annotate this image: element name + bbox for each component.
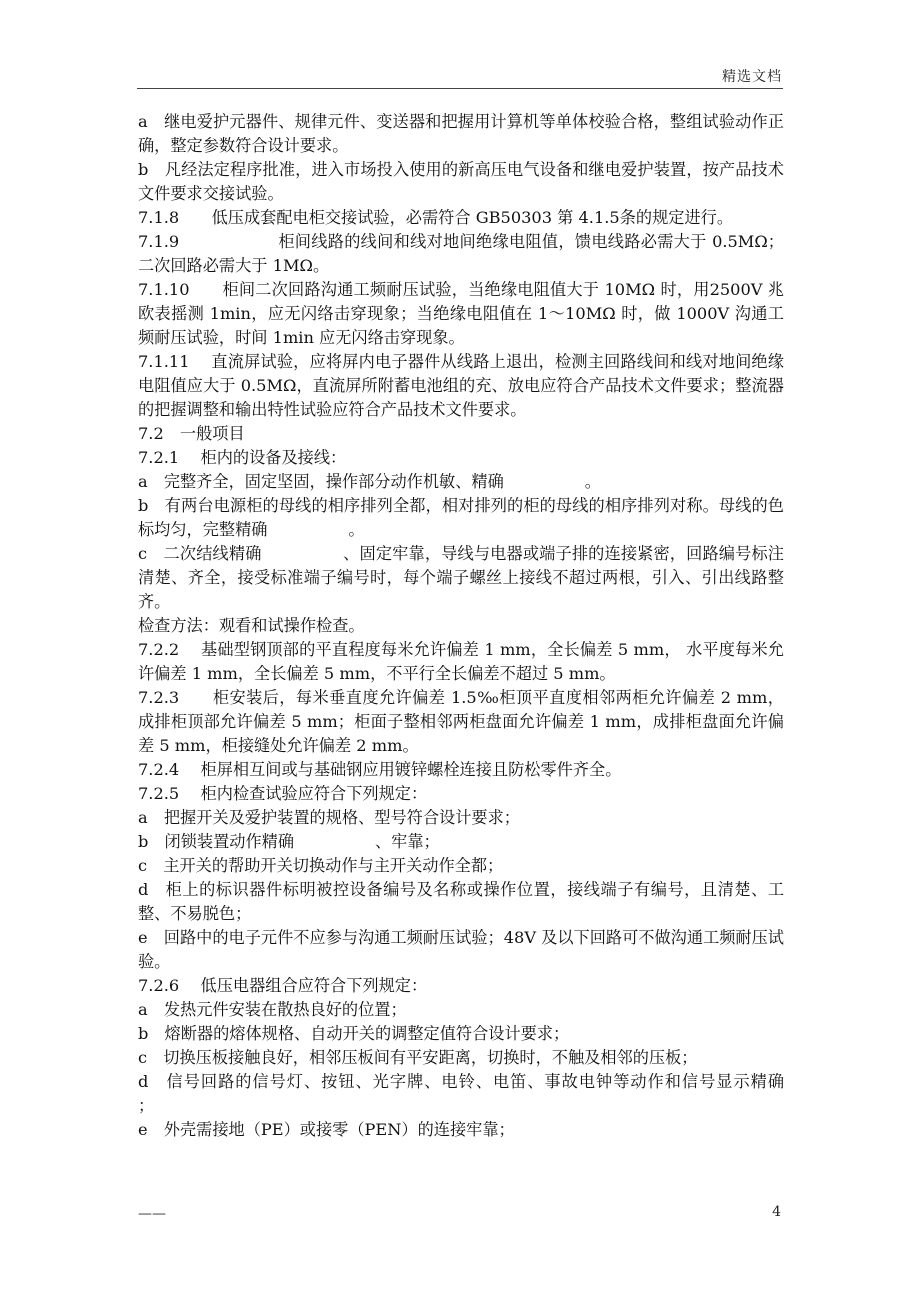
page-header-title: 精选文档 — [722, 69, 782, 85]
paragraph: c 二次结线精确 、固定牢靠，导线与电器或端子排的连接紧密，回路编号标注清楚、齐全，接受标准端子编号时，每个端子螺丝上接线不超过两根，引入、引出线路整齐。 — [138, 544, 784, 611]
section-heading: 7.2 一般项目 — [138, 424, 245, 443]
header-divider — [137, 88, 783, 89]
paragraph: b 闭锁装置动作精确 、牢靠； — [138, 832, 440, 851]
paragraph: d 信号回路的信号灯、按钮、光字牌、电铃、电笛、事故电钟等动作和信号显示精确 ； — [138, 1072, 865, 1115]
paragraph: 7.2.3 柜安装后，每米垂直度允许偏差 1.5‰柜顶平直度相邻两柜允许偏差 2 mm，成排柜顶部允许偏差 5 mm；柜面子整相邻两柜盘面允许偏差 1 mm，成排柜盘面允许偏差 5 mm，柜接缝处允许偏差 2 mm。 — [138, 688, 784, 755]
paragraph: 7.1.10 柜间二次回路沟通工频耐压试验，当绝缘电阻值大于 10MΩ 时，用2500V 兆欧表摇测 1min，应无闪络击穿现象；当绝缘电阻值在 1～10MΩ 时，做 1000V 沟通工频耐压试验，时间 1min 应无闪络击穿现象。 — [138, 280, 784, 347]
paragraph: 7.1.8 低压成套配电柜交接试验，必需符合 GB50303 第 4.1.5条的规定进行。 — [138, 208, 734, 227]
paragraph: a 把握开关及爱护装置的规格、型号符合设计要求； — [138, 808, 520, 827]
paragraph: 检查方法：观看和试操作检查。 — [138, 616, 365, 635]
paragraph: c 切换压板接触良好，相邻压板间有平安距离，切换时，不触及相邻的压板； — [138, 1048, 698, 1067]
paragraph: a 完整齐全，固定坚固，操作部分动作机敏、精确 。 — [138, 472, 601, 491]
paragraph: e 外壳需接地（PE）或接零（PEN）的连接牢靠； — [138, 1120, 515, 1139]
paragraph: 7.2.5 柜内检查试验应符合下列规定： — [138, 784, 428, 803]
footer-dash: —— — [138, 1206, 166, 1222]
document-body — [138, 110, 865, 1142]
page-number: 4 — [772, 1204, 781, 1220]
paragraph: 7.2.6 低压电器组合应符合下列规定： — [138, 976, 428, 995]
paragraph: 7.1.11 直流屏试验，应将屏内电子器件从线路上退出，检测主回路线间和线对地间绝缘电阻值应大于 0.5MΩ，直流屏所附蓄电池组的充、放电应符合产品技术文件要求；整流器的把握调整和输出特性试验应符合产品技术文件要求。 — [138, 352, 784, 419]
paragraph: 7.2.4 柜屏相互间或与基础钢应用镀锌螺栓连接且防松零件齐全。 — [138, 760, 622, 779]
paragraph: 7.1.9 柜间线路的线间和线对地间绝缘电阻值，馈电线路必需大于 0.5MΩ；二次回路必需大于 1MΩ。 — [138, 232, 784, 275]
paragraph: 7.2.1 柜内的设备及接线： — [138, 448, 347, 467]
paragraph: a 继电爱护元器件、规律元件、变送器和把握用计算机等单体校验合格，整组试验动作正确，整定参数符合设计要求。 — [138, 112, 784, 155]
paragraph: b 凡经法定程序批准，进入市场投入使用的新高压电气设备和继电爱护装置，按产品技术文件要求交接试验。 — [138, 160, 784, 203]
paragraph: e 回路中的电子元件不应参与沟通工频耐压试验；48V 及以下回路可不做沟通工频耐压试验。 — [138, 928, 784, 971]
paragraph: a 发热元件安装在散热良好的位置； — [138, 1000, 407, 1019]
paragraph: 7.2.2 基础型钢顶部的平直程度每米允许偏差 1 mm，全长偏差 5 mm， 水平度每米允许偏差 1 mm，全长偏差 5 mm，不平行全长偏差不超过 5 mm。 — [138, 640, 784, 683]
paragraph: b 有两台电源柜的母线的相序排列全都，相对排列的柜的母线的相序排列对称。母线的色标均匀，完整精确 。 — [138, 496, 784, 539]
paragraph: c 主开关的帮助开关切换动作与主开关动作全都； — [138, 856, 504, 875]
paragraph: b 熔断器的熔体规格、自动开关的调整定值符合设计要求； — [138, 1024, 570, 1043]
paragraph: d 柜上的标识器件标明被控设备编号及名称或操作位置，接线端子有编号，且清楚、工整、不易脱色； — [138, 880, 784, 923]
